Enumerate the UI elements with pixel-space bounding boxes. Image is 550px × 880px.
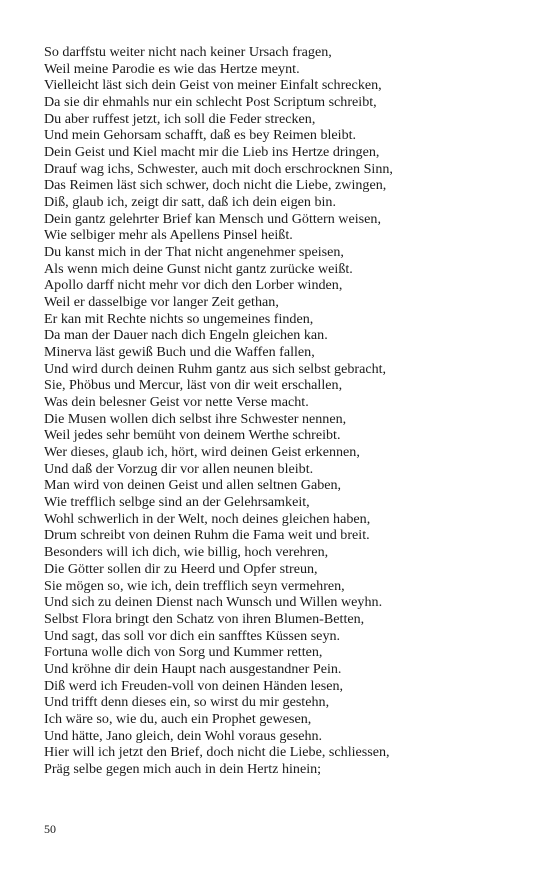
poem-line: Da man der Dauer nach dich Engeln gleichen kan. [44,327,328,344]
poem-line: Du aber ruffest jetzt, ich soll die Feder strecken, [44,110,316,127]
poem-line: Diß werd ich Freuden-voll von deinen Händen lesen, [44,677,344,694]
poem-line: Und sich zu deinen Dienst nach Wunsch und Willen weyhn. [44,594,383,611]
poem-line: Die Musen wollen dich selbst ihre Schwester nennen, [44,410,347,427]
poem-line: Und mein Gehorsam schafft, daß es bey Reimen bleibt. [44,127,357,144]
poem-line: Ich wäre so, wie du, auch ein Prophet gewesen, [44,710,312,727]
poem-line: Man wird von deinen Geist und allen seltnen Gaben, [44,477,342,494]
poem-line: Drauf wag ichs, Schwester, auch mit doch erschrocknen Sinn, [44,160,393,177]
poem-line: Besonders will ich dich, wie billig, hoch verehren, [44,544,329,561]
poem-line: Fortuna wolle dich von Sorg und Kummer retten, [44,644,323,661]
poem-line: Wie trefflich selbge sind an der Gelehrsamkeit, [44,494,310,511]
poem-line: Dein Geist und Kiel macht mir die Lieb ins Hertze dringen, [44,144,380,161]
poem-line: Wie selbiger mehr als Apellens Pinsel heißt. [44,227,293,244]
poem-line: So darffstu weiter nicht nach keiner Ursach fragen, [44,44,332,60]
poem-line: Diß, glaub ich, zeigt dir satt, daß ich dein eigen bin. [44,194,336,211]
poem-line: Sie mögen so, wie ich, dein trefflich seyn vermehren, [44,577,345,594]
poem-line: Und wird durch deinen Ruhm gantz aus sich selbst gebracht, [44,360,387,377]
poem-line: Wer dieses, glaub ich, hört, wird deinen Geist erkennen, [44,444,360,461]
poem-text [44,44,524,778]
poem-line: Als wenn mich deine Gunst nicht gantz zurücke weißt. [44,260,353,277]
poem-line: Da sie dir ehmahls nur ein schlecht Post Scriptum schreibt, [44,94,377,111]
poem-line: Das Reimen läst sich schwer, doch nicht die Liebe, zwingen, [44,177,387,194]
poem-line: Er kan mit Rechte nichts so ungemeines finden, [44,310,314,327]
poem-line: Die Götter sollen dir zu Heerd und Opfer streun, [44,560,318,577]
poem-line: Minerva läst gewiß Buch und die Waffen fallen, [44,344,315,361]
poem-line: Wohl schwerlich in der Welt, noch deines gleichen haben, [44,510,371,527]
poem-line: Sie, Phöbus und Mercur, läst von dir weit erschallen, [44,377,343,394]
poem-line: Und kröhne dir dein Haupt nach ausgestandner Pein. [44,660,342,677]
page-number: 50 [44,822,56,836]
poem-line: Weil er dasselbige vor langer Zeit gethan, [44,294,279,311]
poem-line: Apollo darff nicht mehr vor dich den Lorber winden, [44,277,343,294]
poem-line: Du kanst mich in der That nicht angenehmer speisen, [44,244,344,261]
poem-line: Drum schreibt von deinen Ruhm die Fama weit und breit. [44,527,370,544]
poem-line: Und hätte, Jano gleich, dein Wohl voraus gesehn. [44,727,323,744]
poem-line: Weil jedes sehr bemüht von deinem Werthe schreibt. [44,427,341,444]
poem-line: Und trifft denn dieses ein, so wirst du mir gestehn, [44,694,330,711]
poem-line: Weil meine Parodie es wie das Hertze meynt. [44,60,300,77]
poem-line: Was dein belesner Geist vor nette Verse macht. [44,394,309,411]
poem-line: Hier will ich jetzt den Brief, doch nicht die Liebe, schliessen, [44,744,390,761]
poem-line: Und daß der Vorzug dir vor allen neunen bleibt. [44,460,314,477]
poem-line: Präg selbe gegen mich auch in dein Hertz hinein; [44,760,322,777]
poem-line: Selbst Flora bringt den Schatz von ihren Blumen-Betten, [44,610,365,627]
poem-line: Dein gantz gelehrter Brief kan Mensch und Göttern weisen, [44,210,381,227]
poem-line: Vielleicht läst sich dein Geist von meiner Einfalt schrecken, [44,77,382,94]
poem-line: Und sagt, das soll vor dich ein sanfftes Küssen seyn. [44,627,341,644]
